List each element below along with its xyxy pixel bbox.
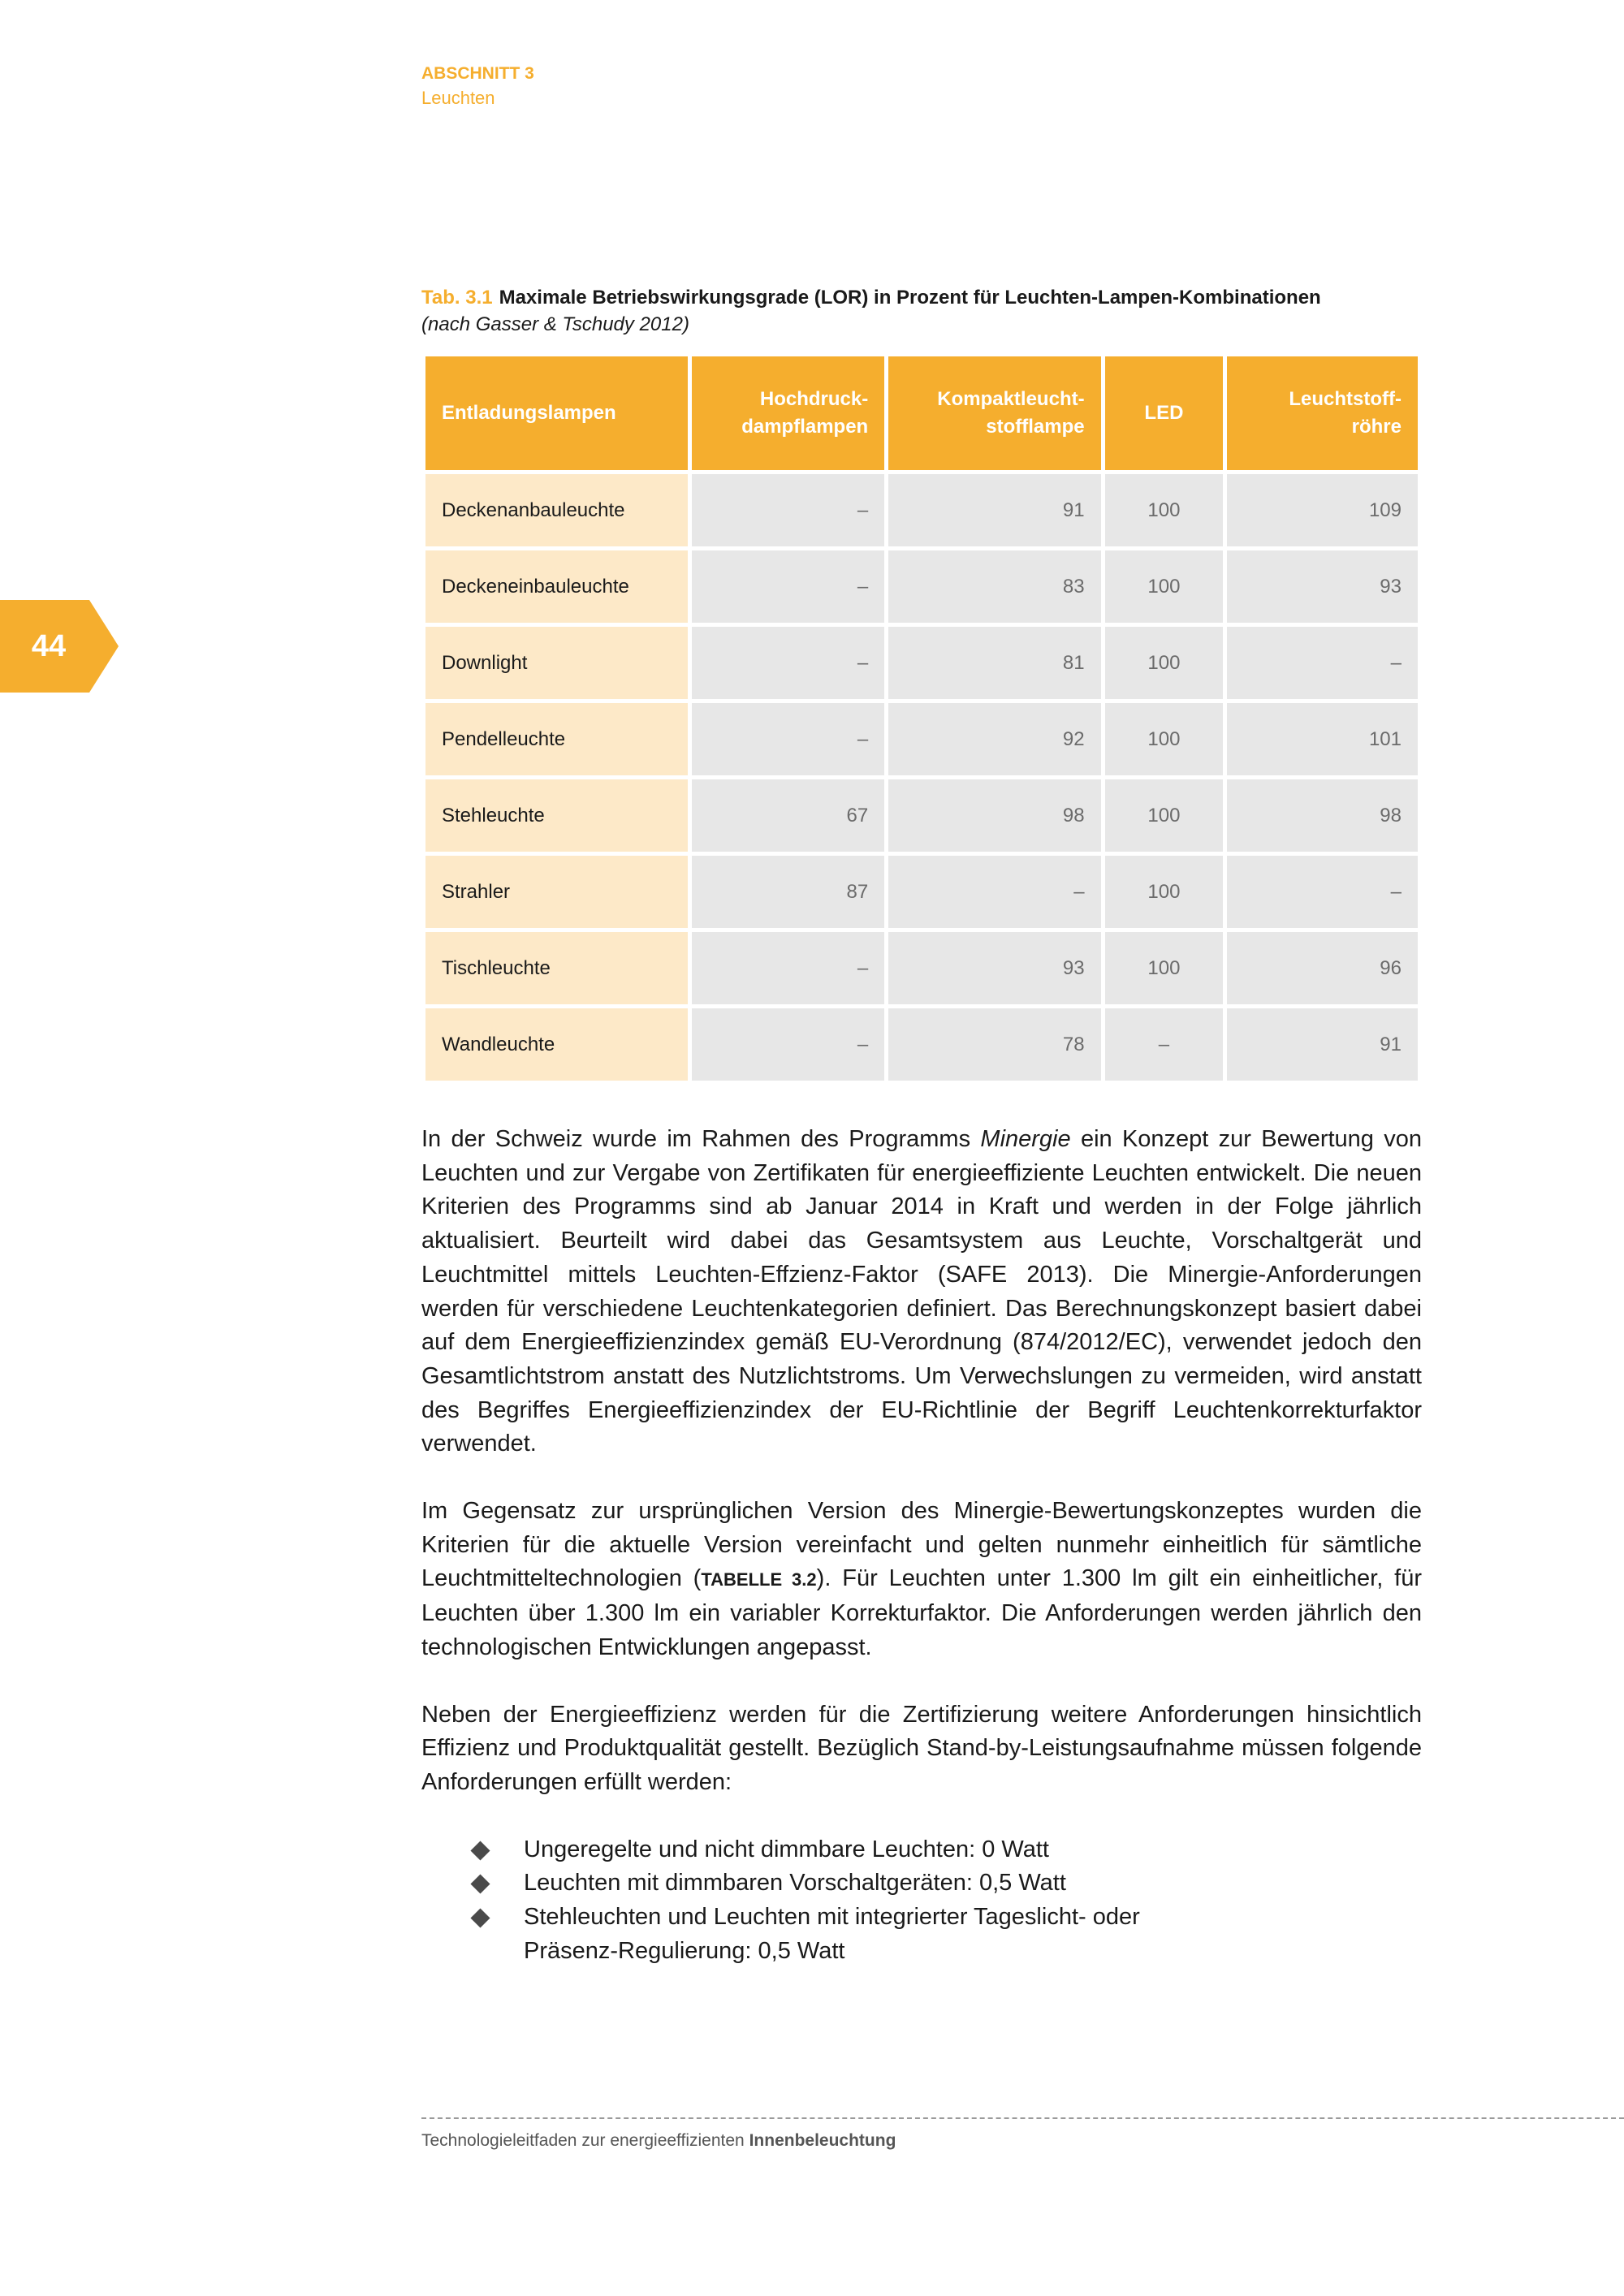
table-row (425, 779, 1418, 852)
table-cell: 83 (888, 550, 1100, 623)
diamond-bullet-icon (470, 1841, 490, 1860)
table-source: (nach Gasser & Tschudy 2012) (421, 313, 689, 335)
page-number: 44 (31, 629, 67, 663)
table-row (425, 703, 1418, 775)
section-subtitle: Leuchten (421, 88, 495, 108)
table-cell: – (692, 703, 884, 775)
paragraph-minergie: In der Schweiz wurde im Rahmen des Programms Minergie ein Konzept zur Bewertung von Leuchten und zur Vergabe von Zertifikaten für energieeffiziente Leuchten entwickelt. Die neuen Kriterien des Programms sind ab Januar 2014 in Kraft und werden in der Folge jährlich aktualisiert. Beurteilt wird dabei das Gesamtsystem aus Leuchte, Vorschaltgerät und Leuchtmittel mittels Leuchten-Effzienz-Faktor (SAFE 2013). Die Minergie-Anforderungen werden für verschiedene Leuchtenkategorien definiert. Das Berechnungskonzept basiert dabei auf dem Energieeffizienzindex gemäß EU-Verordnung (874/2012/EC), verwendet jedoch den Gesamtlichtstrom anstatt des Nutzlichtstroms. Um Verwechslungen zu vermeiden, wird anstatt des Begriffes Energieeffizienzindex der EU-Richtlinie der Begriff Leuchtenkorrekturfaktor verwendet. (421, 1126, 1422, 1457)
table-cell: 67 (692, 779, 884, 852)
table-cell: – (1227, 627, 1418, 699)
row-label: Tischleuchte (425, 932, 688, 1004)
table-cell: 109 (1227, 474, 1418, 546)
footer-divider (421, 2117, 1624, 2119)
table-cell: – (1105, 1008, 1224, 1081)
table-cell: 100 (1105, 474, 1224, 546)
list-item: Leuchten mit dimmbaren Vorschaltgeräten: 0,5 Watt (467, 1867, 1222, 1901)
table-cell: 100 (1105, 779, 1224, 852)
table-cell: 91 (888, 474, 1100, 546)
row-label: Stehleuchte (425, 779, 688, 852)
table-number: Tab. 3.1 (421, 287, 493, 309)
column-header-entladungslampen: Entladungslampen (425, 356, 688, 470)
table-cell: 81 (888, 627, 1100, 699)
table-cell: 91 (1227, 1008, 1418, 1081)
table-cell: – (692, 474, 884, 546)
row-label: Strahler (425, 856, 688, 928)
column-header-leuchtstoffroehre: Leuchtstoff- röhre (1227, 356, 1418, 470)
table-cell: 100 (1105, 856, 1224, 928)
table-cell: 100 (1105, 703, 1224, 775)
table-title: Maximale Betriebswirkungsgrade (LOR) in Prozent für Leuchten-Lampen-Kombinationen (499, 287, 1321, 309)
table-row (425, 1008, 1418, 1081)
row-label: Deckeneinbauleuchte (425, 550, 688, 623)
requirements-list (421, 1833, 1422, 1969)
page-footer: Technologieleitfaden zur energieeffizienten Innenbeleuchtung (421, 2131, 896, 2150)
table-row (425, 627, 1418, 699)
row-label: Wandleuchte (425, 1008, 688, 1081)
table-cell: 100 (1105, 932, 1224, 1004)
table-cell: 96 (1227, 932, 1418, 1004)
table-cell: – (692, 932, 884, 1004)
column-header-hochdruckdampflampen: Hochdruck- dampflampen (692, 356, 884, 470)
table-cell: 100 (1105, 550, 1224, 623)
table-cell: – (692, 627, 884, 699)
list-item: Ungeregelte und nicht dimmbare Leuchten: 0 Watt (467, 1833, 1222, 1867)
table-cell: 92 (888, 703, 1100, 775)
diamond-bullet-icon (470, 1875, 490, 1894)
lor-table (421, 352, 1422, 1085)
paragraph-criteria: Im Gegensatz zur ursprünglichen Version des Minergie-Bewertungskonzeptes wurden die Kriterien für die aktuelle Version vereinfacht und gelten nunmehr einheitlich für sämtliche Leuchtmitteltechnologien (TABELLE 3.2). Für Leuchten unter 1.300 lm gilt ein einheitlicher, für Leuchten über 1.300 lm ein variabler Korrekturfaktor. Die Anforderungen werden jährlich den technologischen Entwicklungen angepasst. (421, 1498, 1422, 1660)
table-cell: 93 (888, 932, 1100, 1004)
table-cell: – (692, 1008, 884, 1081)
table-row (425, 856, 1418, 928)
table-header-row (425, 356, 1418, 470)
table-cell: 98 (1227, 779, 1418, 852)
row-label: Downlight (425, 627, 688, 699)
table-row (425, 550, 1418, 623)
table-row (425, 932, 1418, 1004)
page-number-tab (0, 600, 119, 693)
table-cell: 100 (1105, 627, 1224, 699)
table-cell: – (692, 550, 884, 623)
section-header (421, 62, 534, 110)
table-cell: 78 (888, 1008, 1100, 1081)
list-item: Stehleuchten und Leuchten mit integrierter Tageslicht- oder Präsenz-Regulierung: 0,5 Watt (467, 1901, 1222, 1968)
diamond-bullet-icon (470, 1909, 490, 1928)
row-label: Pendelleuchte (425, 703, 688, 775)
table-cell: 93 (1227, 550, 1418, 623)
table-row (425, 474, 1418, 546)
paragraph-standby: Neben der Energieeffizienz werden für die Zertifizierung weitere Anforderungen hinsichtlich Effizienz und Produktqualität gestellt. Bezüglich Stand-by-Leistungsaufnahme müssen folgende Anforderungen erfüllt werden: (421, 1701, 1422, 1795)
column-header-kompaktleuchtstofflampe: Kompaktleucht- stofflampe (888, 356, 1100, 470)
column-header-led: LED (1105, 356, 1224, 470)
row-label: Deckenanbauleuchte (425, 474, 688, 546)
table-cell: 87 (692, 856, 884, 928)
table-cell: 98 (888, 779, 1100, 852)
table-cell: – (1227, 856, 1418, 928)
table-cell: – (888, 856, 1100, 928)
section-label: ABSCHNITT 3 (421, 64, 534, 83)
table-cell: 101 (1227, 703, 1418, 775)
body-text (421, 1123, 1422, 1968)
table-caption (421, 284, 1420, 338)
table-reference: TABELLE 3.2 (701, 1569, 817, 1590)
